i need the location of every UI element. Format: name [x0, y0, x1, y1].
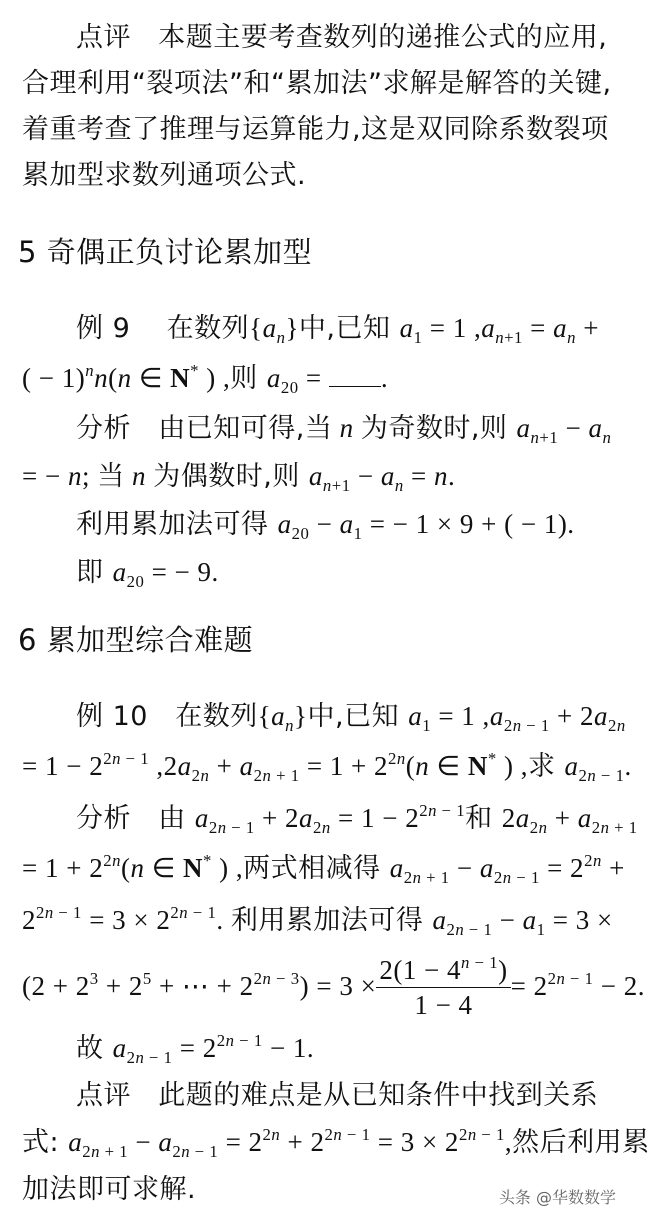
analysis-10-line-4: ($2 + 2^3 + 2^5$ + ⋯ + $2^{2n - 3}) = 3$ × $\frac{2(1 - 4^{n - 1})}{1 - 4}$ = $2^{2n - 1} - 2$. — [22, 953, 645, 1020]
final-review-line-3: 加法即可求解. — [22, 1174, 197, 1205]
final-review-text-3: 然后利用累 — [512, 1127, 650, 1158]
final-review-text: 此题的难点是从已知条件中找到关系 — [158, 1080, 599, 1111]
analysis-9-line-2: = − n; 当 n 为偶数时,则 $a_{n+1} - a_n = n$. — [22, 461, 456, 495]
example-9-text-2: 中,已知 — [298, 313, 391, 344]
analysis-10-text-2: 和 — [465, 803, 493, 834]
review-line-2: 合理利用“裂项法”和“累加法”求解是解答的关键, — [22, 68, 612, 99]
example-10-line-2: = $1 - 2^{2n - 1}$ $,2a_{2n} + a_{2n + 1} = 1 + 2^{2n}(n$ ∈ N* ) ,求 $a_{2n - 1}$. — [22, 749, 632, 785]
example-9-line-1: 例 9 在数列$\{a_n\}$中,已知 $a_1 = 1$ $,a_{n+1} = a_n$ + — [76, 313, 599, 347]
analysis-10-text-3: 两式相减得 — [243, 853, 381, 884]
review-label: 点评 — [76, 22, 131, 53]
analysis-10-label: 分析 — [76, 803, 131, 834]
analysis-9-line-1: 分析 由已知可得,当 n 为奇数时,则 $a_{n+1} - a_n$ — [76, 413, 612, 447]
answer-blank — [329, 364, 381, 387]
final-review-line-2: 式: $a_{2n + 1} - a_{2n - 1} = 2^{2n} + 2^{2n - 1} = 3 \times 2^{2n - 1}$,然后利用累 — [22, 1125, 650, 1161]
analysis-10-text: 由 — [158, 803, 186, 834]
example-9-text: 在数列 — [166, 313, 250, 344]
final-review-line-1 — [76, 1078, 598, 1114]
example-10-text-2: 中,已知 — [307, 701, 400, 732]
analysis-10-line-5: 故 $a_{2n - 1} = 2^{2n - 1} - 1$. — [76, 1031, 315, 1067]
example-9-label: 例 9 — [76, 313, 131, 344]
example-10-text-3: 求 — [527, 751, 556, 782]
watermark: 头条 @华数数学 — [498, 1188, 616, 1207]
final-review-label: 点评 — [76, 1080, 131, 1111]
example-9-line-2: ( − 1)$^n$n(n ∈ N* ) ,则 $a_{20}$ = . — [22, 361, 389, 397]
analysis-9-line-4: 即 $a_{20}$ = − 9. — [76, 557, 219, 591]
example-10-text: 在数列 — [175, 701, 258, 732]
analysis-10-line-2: = $1 + 2^{2n}(n$ ∈ N* ) ,两式相减得 $a_{2n + 1} - a_{2n - 1} = 2^{2n}$ + — [22, 851, 625, 887]
analysis-10-text-4: 利用累加法可得 — [230, 905, 424, 936]
example-10-label: 例 10 — [76, 701, 148, 732]
example-10-line-1: 例 10 在数列$\{a_n\}$中,已知 $a_1 = 1$ $,a_{2n - 1} + 2a_{2n}$ — [76, 701, 626, 735]
review-line-4: 累加型求数列通项公式. — [22, 160, 307, 191]
analysis-text-6: 即 — [76, 557, 104, 588]
analysis-text-2: 为奇数时,则 — [360, 413, 508, 444]
section-6-heading: 6 累加型综合难题 — [18, 623, 254, 657]
example-9-text-3: 则 — [230, 363, 258, 394]
analysis-text-5: 利用累加法可得 — [76, 509, 269, 540]
analysis-10-line-1: 分析 由 $a_{2n - 1} + 2a_{2n} = 1 - 2^{2n - 1}$和 $2a_{2n} + a_{2n + 1}$ — [76, 801, 638, 837]
review-line-1 — [76, 20, 607, 56]
fraction: $\frac{2(1 - 4^{n - 1})}{1 - 4}$ — [376, 953, 510, 1022]
final-review-text-2: 式: — [22, 1127, 60, 1158]
analysis-text: 由已知可得,当 — [158, 413, 333, 444]
review-line-3: 着重考查了推理与运算能力,这是双同除系数裂项 — [22, 114, 609, 145]
section-5-heading: 5 奇偶正负讨论累加型 — [18, 235, 313, 269]
analysis-text-4: 为偶数时,则 — [153, 461, 300, 492]
analysis-9-line-3: 利用累加法可得 $a_{20} - a_1$ = − 1 × 9 + ( − 1). — [76, 509, 575, 543]
analysis-text-3: 当 — [97, 461, 125, 492]
review-text: 本题主要考查数列的递推公式的应用, — [158, 22, 608, 53]
analysis-10-text-5: 故 — [76, 1033, 104, 1064]
analysis-label: 分析 — [76, 413, 131, 444]
analysis-10-line-3: $2^{2n - 1} = 3 \times 2^{2n - 1}$. 利用累加法可得 $a_{2n - 1} - a_1 = 3$ × — [22, 903, 613, 939]
